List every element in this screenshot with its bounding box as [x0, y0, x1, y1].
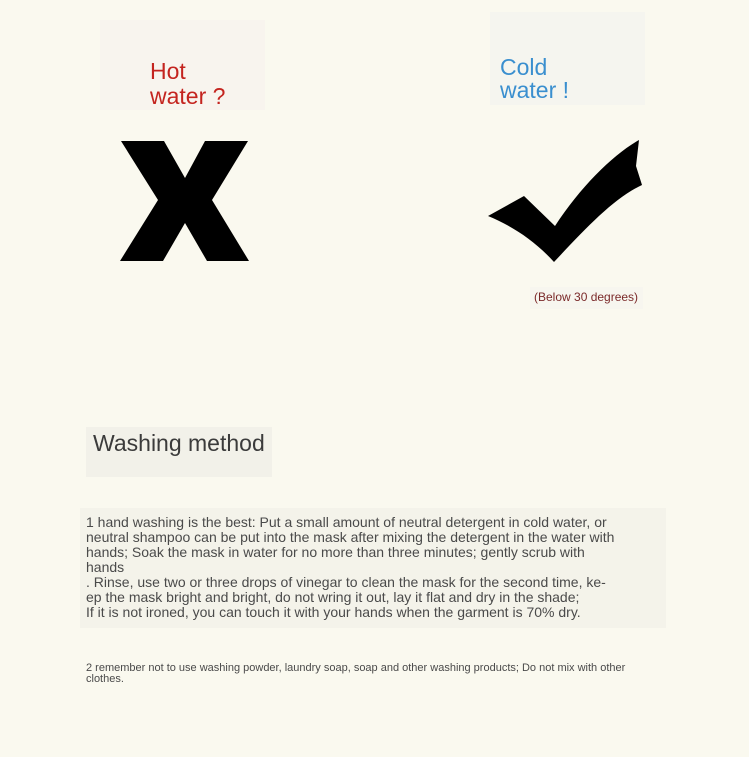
step1-line: neutral shampoo can be put into the mask after mixing the detergent in the water with — [86, 529, 615, 545]
temperature-note: (Below 30 degrees) — [534, 290, 639, 304]
step1-line: If it is not ironed, you can touch it with your hands when the garment is 70% dry. — [86, 604, 581, 620]
step2-text: 2 remember not to use washing powder, laundry soap, soap and other washing products; Do not mix with other clothes. — [86, 662, 626, 685]
hot-water-label-line1: Hot — [150, 58, 186, 84]
hot-water-label-line2: water ? — [150, 83, 226, 109]
hot-water-label — [150, 59, 260, 109]
checkmark-icon — [486, 138, 644, 264]
x-mark-icon — [118, 140, 252, 264]
step1-line: . Rinse, use two or three drops of vinegar to clean the mask for the second time, ke- — [86, 574, 606, 590]
step1-line: hands — [86, 559, 125, 575]
cold-water-label — [500, 56, 640, 102]
washing-method-heading: Washing method — [93, 430, 265, 456]
cold-water-label-line1: Cold — [500, 54, 548, 80]
x-mark-shape — [120, 141, 249, 261]
step1-text — [86, 515, 661, 620]
checkmark-shape — [488, 140, 642, 262]
step1-line: hands; Soak the mask in water for no more than three minutes; gently scrub with — [86, 544, 585, 560]
step1-line: ep the mask bright and bright, do not wring it out, lay it flat and dry in the shade; — [86, 589, 580, 605]
cold-water-label-line2: water ! — [500, 77, 570, 103]
step1-line: 1 hand washing is the best: Put a small amount of neutral detergent in cold water, or — [86, 514, 607, 530]
